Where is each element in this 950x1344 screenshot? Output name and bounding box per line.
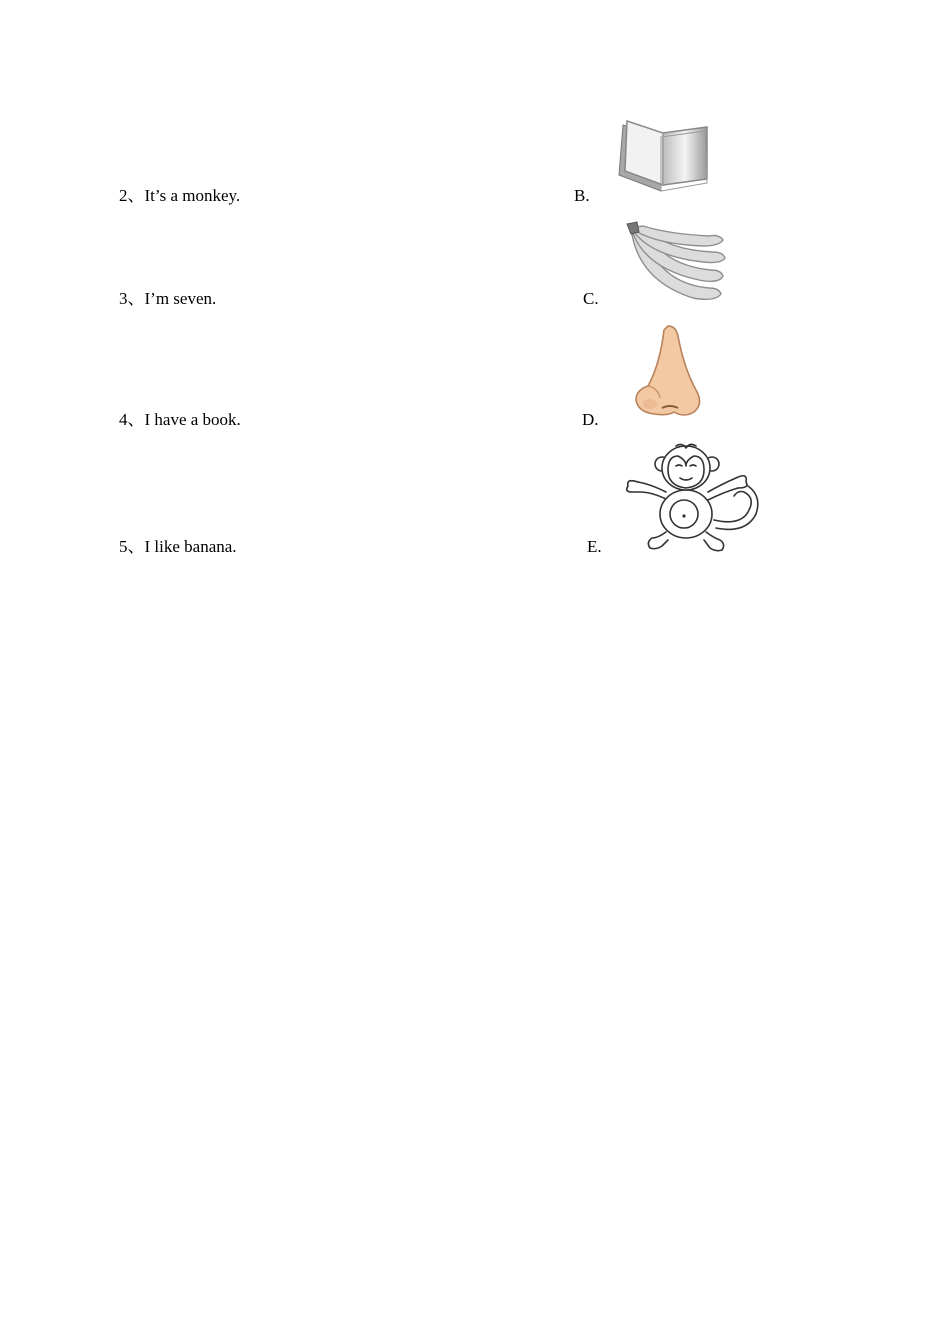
- item-number: 5: [119, 537, 128, 556]
- item-text: I have a book.: [144, 410, 241, 429]
- item-separator: 、: [127, 289, 145, 308]
- item-number: 2: [119, 186, 128, 205]
- item-text: It’s a monkey.: [144, 186, 241, 205]
- item-number: 4: [119, 410, 128, 429]
- item-text: I like banana.: [144, 537, 237, 556]
- option-letter-d: D.: [582, 410, 599, 429]
- banana-icon: [623, 220, 729, 304]
- item-number: 3: [119, 289, 128, 308]
- option-letter-e: E.: [587, 537, 602, 556]
- item-separator: 、: [127, 537, 145, 556]
- sentence-4: [119, 410, 241, 430]
- item-separator: 、: [127, 186, 145, 205]
- nose-icon: [632, 324, 708, 418]
- option-letter-c: C.: [583, 289, 599, 308]
- item-separator: 、: [127, 410, 145, 429]
- monkey-icon: [622, 442, 762, 556]
- option-letter-b: B.: [574, 186, 590, 205]
- sentence-5: [119, 537, 237, 557]
- sentence-3: [119, 289, 216, 309]
- item-text: I’m seven.: [144, 289, 217, 308]
- book-icon: [615, 115, 713, 195]
- sentence-2: [119, 186, 240, 206]
